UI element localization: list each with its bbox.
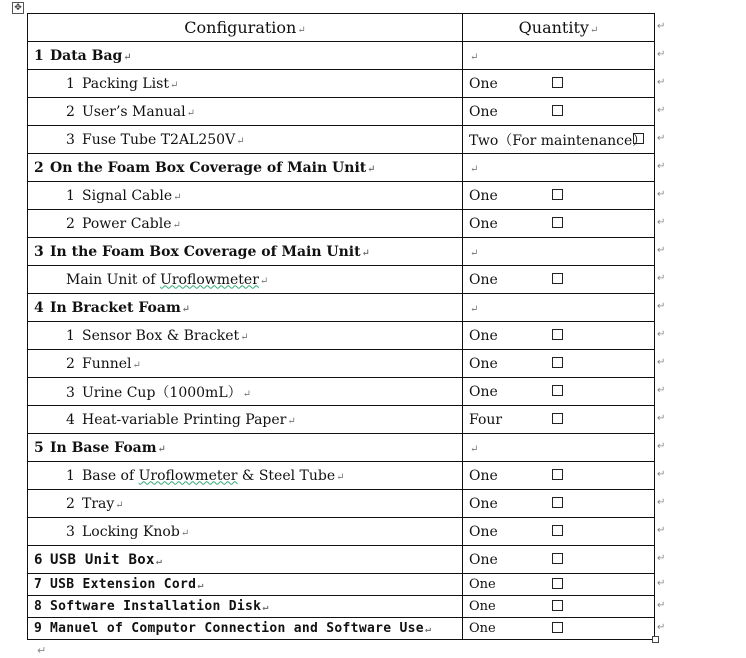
row-end-mark: ↵ [657,496,666,508]
row-number: 1 [66,327,75,344]
configuration-cell[interactable] [28,574,463,596]
row-label: Software Installation Disk [50,599,262,614]
row-label: Main Unit of [66,271,161,288]
row-label: User’s Manual [82,103,186,120]
row-label: Packing List [82,75,169,92]
row-label: In the Foam Box Coverage of Main Unit [50,243,361,260]
quantity-value: One [469,75,498,92]
quantity-value: One [469,599,496,614]
section-row [28,596,655,618]
row-label-spellcheck: Uroflowmeter [138,467,238,484]
quantity-cell[interactable] [463,406,655,434]
row-label: USB Extension Cord [50,577,197,592]
quantity-value: One [469,327,498,344]
configuration-cell[interactable] [28,42,463,70]
configuration-cell[interactable] [28,182,463,210]
quantity-cell[interactable] [463,350,655,378]
table-resize-handle[interactable] [652,636,659,643]
paragraph-mark: ↵ [361,247,370,259]
checkbox[interactable] [552,329,563,340]
row-label: In Base Foam [50,439,157,456]
row-number: 9 [34,621,43,636]
checkbox[interactable] [552,385,563,396]
row-end-mark: ↵ [657,621,666,633]
quantity-cell[interactable] [463,98,655,126]
row-number: 4 [34,299,44,316]
paragraph-mark: ↵ [180,527,190,539]
paragraph-mark: ↵ [173,191,182,203]
paragraph-mark: ↵ [336,471,345,483]
row-end-mark: ↵ [657,244,666,256]
quantity-cell[interactable] [463,546,655,574]
row-number: 3 [66,384,75,401]
quantity-cell[interactable] [463,574,655,596]
row-number: 1 [66,187,75,204]
configuration-cell[interactable] [28,294,463,322]
paragraph-mark: ↵ [470,51,479,63]
row-end-mark: ↵ [657,132,666,144]
row-label: In Bracket Foam [50,299,181,316]
row-number: 5 [34,439,44,456]
paragraph-mark: ↵ [157,443,166,455]
section-row [28,574,655,596]
quantity-cell[interactable] [463,266,655,294]
section-row [28,546,655,574]
row-label: Fuse Tube T2AL250V [82,131,236,148]
configuration-cell[interactable] [28,126,463,154]
paragraph-mark: ↵ [240,331,249,343]
checkbox[interactable] [633,133,644,144]
row-number: 1 [66,75,75,92]
item-row [28,182,655,210]
row-label: Funnel [82,355,132,372]
paragraph-mark: ↵ [115,499,124,511]
table-move-handle-icon[interactable]: ✥ [12,2,24,14]
checkbox[interactable] [552,105,563,116]
quantity-cell[interactable] [463,70,655,98]
quantity-cell[interactable] [463,210,655,238]
end-paragraph-mark: ↵ [37,644,47,657]
paragraph-mark: ↵ [367,163,376,175]
paragraph-mark: ↵ [470,303,479,315]
quantity-cell[interactable] [463,42,655,70]
row-number: 6 [34,551,43,568]
row-label: On the Foam Box Coverage of Main Unit [50,159,367,176]
quantity-cell[interactable] [463,618,655,640]
row-end-mark: ↵ [657,524,666,536]
quantity-value: One [469,467,498,484]
checkbox[interactable] [552,273,563,284]
configuration-cell[interactable] [28,462,463,490]
checkbox[interactable] [552,553,563,564]
checkbox[interactable] [552,497,563,508]
row-number: 8 [34,599,43,614]
checkbox[interactable] [552,413,563,424]
row-label: Tray [82,495,115,512]
configuration-cell[interactable] [28,596,463,618]
paragraph-mark: ↵ [172,219,181,231]
table-header-row [28,14,655,42]
configuration-cell[interactable] [28,266,463,294]
quantity-value: One [469,355,498,372]
configuration-cell[interactable] [28,350,463,378]
row-number: 3 [66,131,75,148]
quantity-cell[interactable] [463,462,655,490]
checkbox[interactable] [552,525,563,536]
row-label: Locking Knob [82,523,180,540]
row-end-mark: ↵ [657,440,666,452]
quantity-value: One [469,271,498,288]
row-number: 4 [66,411,75,428]
configuration-cell[interactable] [28,322,463,350]
section-row [28,154,655,182]
row-number: 3 [66,523,75,540]
item-row [28,98,655,126]
paragraph-mark: ↵ [287,415,296,427]
paragraph-mark: ↵ [169,79,179,91]
item-row [28,490,655,518]
header-configuration: Configuration↵ [28,14,463,42]
configuration-cell[interactable] [28,70,463,98]
quantity-cell[interactable] [463,154,655,182]
paragraph-mark: ↵ [132,359,141,371]
row-number: 1 [66,467,75,484]
row-label: Manuel of Computor Connection and Software Use [50,621,424,636]
paragraph-mark: ↵ [470,247,479,259]
row-end-mark: ↵ [657,76,666,88]
configuration-cell[interactable] [28,98,463,126]
row-label: Base of [82,467,139,484]
quantity-value: Two（For maintenance） [469,132,647,149]
row-end-mark: ↵ [657,577,666,589]
item-row [28,462,655,490]
quantity-value: One [469,495,498,512]
row-end-mark: ↵ [657,48,666,60]
checkbox[interactable] [552,622,563,633]
section-row [28,618,655,640]
configuration-cell[interactable] [28,238,463,266]
section-row [28,434,655,462]
row-number: 2 [66,495,75,512]
configuration-cell[interactable] [28,518,463,546]
section-row [28,238,655,266]
checkbox[interactable] [552,469,563,480]
quantity-value: One [469,383,498,400]
row-end-mark: ↵ [657,552,666,564]
row-label: USB Unit Box [50,551,155,568]
item-row [28,70,655,98]
configuration-table [27,13,655,640]
row-label-suffix: & Steel Tube [237,467,336,484]
quantity-cell[interactable] [463,182,655,210]
quantity-cell[interactable] [463,378,655,406]
paragraph-mark: ↵ [197,580,204,591]
row-end-mark: ↵ [657,20,666,32]
item-row [28,406,655,434]
row-number: 2 [34,159,44,176]
row-number: 3 [34,243,44,260]
configuration-cell[interactable] [28,618,463,640]
item-row [28,210,655,238]
checkbox[interactable] [552,217,563,228]
item-row [28,378,655,406]
paragraph-mark: ↵ [186,107,195,119]
checkbox[interactable] [552,578,563,589]
quantity-value: One [469,523,498,540]
item-row [28,266,655,294]
paragraph-mark: ↵ [424,624,432,635]
row-number: 7 [34,577,43,592]
configuration-cell[interactable] [28,210,463,238]
section-row [28,294,655,322]
row-end-mark: ↵ [657,468,666,480]
paragraph-mark: ↵ [181,303,191,315]
row-end-mark: ↵ [657,412,666,424]
item-row [28,322,655,350]
row-end-mark: ↵ [657,216,666,228]
row-end-mark: ↵ [657,104,666,116]
paragraph-mark: ↵ [259,275,269,287]
quantity-cell[interactable] [463,490,655,518]
configuration-cell[interactable] [28,154,463,182]
row-number: 2 [66,215,75,232]
quantity-value: One [469,215,498,232]
paragraph-mark: ↵ [470,163,479,175]
header-quantity: Quantity↵ [463,14,655,42]
row-label: Urine Cup（1000mL） [82,384,242,401]
quantity-cell[interactable] [463,518,655,546]
row-end-mark: ↵ [657,599,666,611]
checkbox[interactable] [552,189,563,200]
quantity-value: One [469,621,496,636]
row-end-mark: ↵ [657,160,666,172]
checkbox[interactable] [552,357,563,368]
paragraph-mark: ↵ [236,135,245,147]
quantity-cell[interactable] [463,596,655,618]
paragraph-mark: ↵ [155,555,163,567]
item-row [28,126,655,154]
item-row [28,350,655,378]
quantity-value: One [469,577,496,592]
quantity-cell[interactable] [463,294,655,322]
row-end-mark: ↵ [657,328,666,340]
quantity-cell[interactable] [463,322,655,350]
row-end-mark: ↵ [657,300,666,312]
quantity-cell[interactable] [463,126,655,154]
row-label-spellcheck: Uroflowmeter [160,271,259,288]
configuration-cell[interactable] [28,546,463,574]
configuration-cell[interactable] [28,406,463,434]
paragraph-mark: ↵ [242,388,252,400]
row-label: Sensor Box & Bracket [82,327,240,344]
quantity-value: One [469,551,498,568]
item-row [28,518,655,546]
configuration-cell[interactable] [28,434,463,462]
quantity-value: One [469,103,498,120]
row-end-mark: ↵ [657,272,666,284]
paragraph-mark: ↵ [123,51,132,63]
quantity-value: Four [469,411,503,428]
paragraph-mark: ↵ [262,602,269,613]
configuration-cell[interactable] [28,490,463,518]
row-label: Heat-variable Printing Paper [82,411,287,428]
row-end-mark: ↵ [657,356,666,368]
row-number: 2 [66,103,75,120]
quantity-cell[interactable] [463,434,655,462]
row-number: 2 [66,355,75,372]
paragraph-mark: ↵ [470,443,479,455]
row-label: Power Cable [82,215,172,232]
checkbox[interactable] [552,600,563,611]
row-label: Data Bag [50,47,123,64]
configuration-cell[interactable] [28,378,463,406]
section-row [28,42,655,70]
row-number: 1 [34,47,44,64]
checkbox[interactable] [552,77,563,88]
quantity-cell[interactable] [463,238,655,266]
row-label: Signal Cable [82,187,173,204]
row-end-mark: ↵ [657,384,666,396]
quantity-value: One [469,187,498,204]
row-end-mark: ↵ [657,188,666,200]
